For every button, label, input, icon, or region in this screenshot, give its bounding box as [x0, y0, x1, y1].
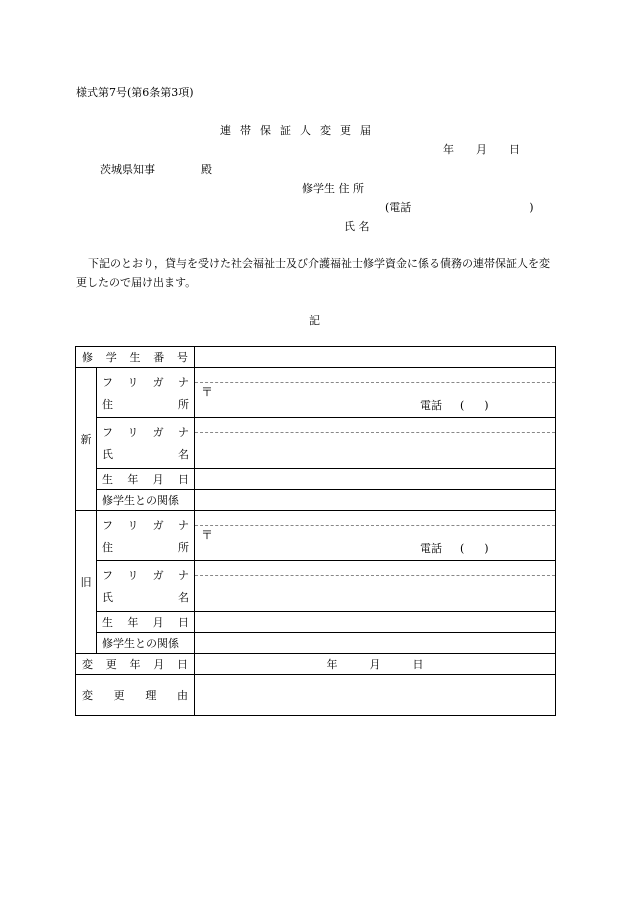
- old-address-label: フ リ ガ ナ 住 所: [97, 511, 195, 561]
- phone-close: ): [529, 201, 534, 214]
- new-relationship-field[interactable]: [195, 490, 556, 511]
- old-relationship-field[interactable]: [195, 633, 556, 654]
- date-year: 年: [443, 143, 454, 156]
- honorific: 殿: [201, 163, 212, 176]
- new-tel: 電話 ( ): [420, 399, 489, 412]
- old-name-field[interactable]: [195, 561, 556, 612]
- old-birthdate-field[interactable]: [195, 612, 556, 633]
- section-new-label: 新: [76, 368, 97, 511]
- addressee-name: 茨城県知事: [100, 163, 155, 176]
- guarantor-form-table: [75, 346, 556, 716]
- addressee: [100, 161, 212, 177]
- submission-date: [443, 141, 542, 157]
- body-text: 下記のとおり，貸与を受けた社会福祉士及び介護福祉士修学資金に係る債務の連帯保証人を変更したので届け出ます。: [76, 257, 550, 289]
- date-day: 日: [509, 143, 520, 156]
- change-date-label: 変 更 年 月 日: [76, 654, 195, 675]
- new-address-label: フ リ ガ ナ 住 所: [97, 368, 195, 418]
- postal-mark: 〒: [201, 528, 214, 542]
- document-title: 連帯保証人変更届: [220, 124, 380, 137]
- change-reason-field[interactable]: [195, 675, 556, 716]
- new-birthdate-label: 生 年 月 日: [97, 469, 195, 490]
- student-number-label: 修 学 生 番 号: [76, 347, 195, 368]
- applicant-name-label: 氏 名: [344, 220, 370, 233]
- form-number: 様式第7号(第6条第3項): [76, 86, 194, 99]
- postal-mark: 〒: [201, 385, 214, 399]
- old-relationship-label: 修学生との関係: [97, 633, 195, 654]
- section-old-label: 旧: [76, 511, 97, 654]
- old-tel: 電話 ( ): [420, 542, 489, 555]
- old-address-field[interactable]: [195, 511, 556, 561]
- old-birthdate-label: 生 年 月 日: [97, 612, 195, 633]
- applicant-address-label: 修学生 住 所: [302, 182, 364, 195]
- old-name-label: フ リ ガ ナ 氏 名: [97, 561, 195, 612]
- new-birthdate-field[interactable]: [195, 469, 556, 490]
- applicant-phone: [385, 199, 534, 215]
- new-relationship-label: 修学生との関係: [97, 490, 195, 511]
- new-name-label: フ リ ガ ナ 氏 名: [97, 418, 195, 469]
- change-reason-label: 変 更 理 由: [76, 675, 195, 716]
- new-address-field[interactable]: [195, 368, 556, 418]
- student-number-field[interactable]: [195, 347, 556, 368]
- new-name-field[interactable]: [195, 418, 556, 469]
- phone-label: (電話: [385, 201, 412, 214]
- date-month: 月: [476, 143, 487, 156]
- row-student-number: [76, 347, 556, 368]
- ki-heading: 記: [309, 314, 320, 327]
- change-date-field[interactable]: 年 月 日: [195, 654, 556, 675]
